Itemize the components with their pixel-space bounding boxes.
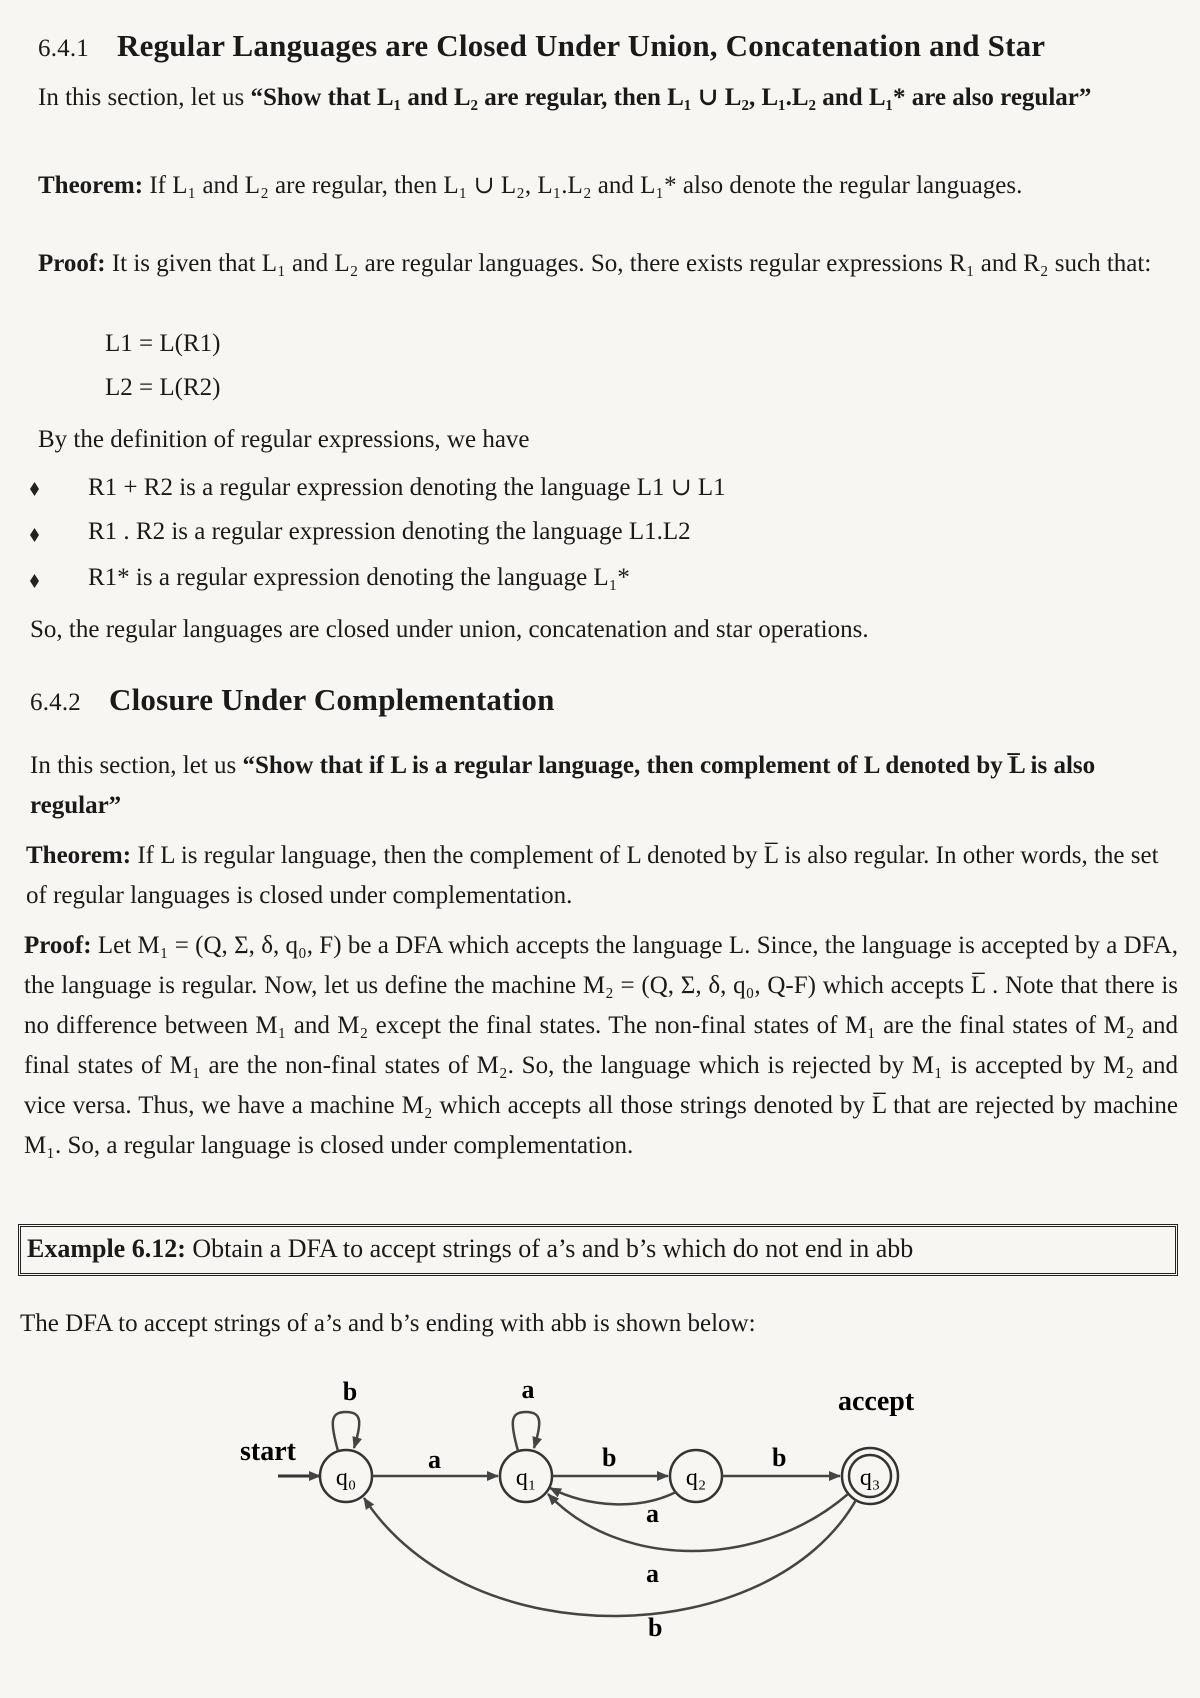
example-text: Obtain a DFA to accept strings of a’s and b’s which do not end in abb [185,1234,914,1263]
proof-text: Let M₁ = (Q, Σ, δ, q₀, F) be a DFA which accepts the language L. Since, the language is accepted by a DFA, the language is regular. Now, let us define the machine M₂ = (Q, Σ, δ, q₀, Q-F) which accepts L̅ . Note that there is no difference between M₁ and M₂ except the final states. The non-final states of M₁ are the final states of M₂ and final states of M₁ are the non-final states of M₂. So, the language which is rejected by M₁ is accepted by M₂ and vice versa. Thus, we have a machine M₂ which accepts all those strings denoted by L̅ that are rejected by machine M₁. So, a regular language is closed under complementation. [24,932,1178,1159]
proof-text: It is given that L₁ and L₂ are regular languages. So, there exists regular expressions R₁ and R₂ such that: [105,250,1152,277]
bullet-diamond-icon [30,482,39,496]
intro-642 [30,746,1170,826]
intro-claim: “Show that if L is a regular language, then complement of L denoted by L̅ is also regular” [30,752,1096,819]
transition-label: b [602,1443,617,1472]
proof-label: Proof: [24,932,92,959]
state-label: q₀ [335,1465,357,1491]
section-heading: Closure Under Complementation [109,682,555,717]
intro-lead: In this section, let us [30,752,243,779]
section-heading: Regular Languages are Closed Under Union, Concatenation and Star [117,28,1046,63]
start-label: start [240,1436,296,1467]
dfa-diagram [0,1360,1200,1680]
transition-label: a [646,1499,659,1528]
bullet-text: R1 . R2 is a regular expression denoting the language L1.L2 [88,518,691,545]
example-box [18,1224,1178,1276]
theorem-641 [38,166,1158,206]
theorem-642 [26,836,1176,916]
edge-q3-q0 [364,1498,856,1616]
theorem-label: Theorem: [26,842,132,869]
proof-label: Proof: [38,250,106,277]
section-number: 6.4.1 [38,35,89,62]
intro-claim: “Show that L₁ and L₂ are regular, then L₁ ∪ L₂, L₁.L₂ and L₁* are also regular” [250,84,1092,111]
proof-641 [38,244,1158,284]
loop-q0 [333,1412,360,1451]
transition-label: b [342,1377,358,1406]
intro-641 [38,78,1158,118]
state-q0 [320,1450,372,1502]
state-q3 [842,1448,898,1504]
transition-label: b [772,1443,787,1472]
dfa-caption: The DFA to accept strings of a’s and b’s ending with abb is shown below: [20,1310,756,1337]
loop-q1 [513,1412,540,1451]
equation-1: L1 = L(R1) [105,330,221,357]
conclusion-641: So, the regular languages are closed under union, concatenation and star operations. [30,616,869,643]
transition-label: a [521,1375,535,1404]
accept-label: accept [838,1386,915,1417]
transition-label: b [648,1613,663,1642]
state-label: q₂ [685,1465,707,1491]
state-q2 [670,1450,722,1502]
definition-line: By the definition of regular expressions, we have [38,426,530,453]
transition-label: a [646,1559,659,1588]
transition-label: a [428,1445,441,1474]
state-q1 [500,1450,552,1502]
bullet-diamond-icon [30,528,39,542]
section-title-641 [38,28,1045,64]
section-number: 6.4.2 [30,689,81,716]
example-label: Example 6.12: [27,1234,186,1263]
state-label: q₁ [515,1465,537,1491]
bullet-diamond-icon [30,574,39,588]
theorem-label: Theorem: [38,172,144,199]
theorem-text: If L is regular language, then the complement of L denoted by L̅ is also regular. In other words, the set of regular languages is closed under complementation. [26,842,1159,909]
equation-2: L2 = L(R2) [105,374,221,401]
bullet-text: R1 + R2 is a regular expression denoting the language L1 ∪ L1 [88,474,726,501]
state-label: q₃ [859,1465,881,1491]
section-title-642 [30,682,555,718]
theorem-text: If L₁ and L₂ are regular, then L₁ ∪ L₂, L₁.L₂ and L₁* also denote the regular languages. [143,172,1023,199]
proof-642 [24,926,1178,1166]
bullet-text: R1* is a regular expression denoting the language L₁* [88,564,630,591]
intro-lead: In this section, let us [38,84,251,111]
